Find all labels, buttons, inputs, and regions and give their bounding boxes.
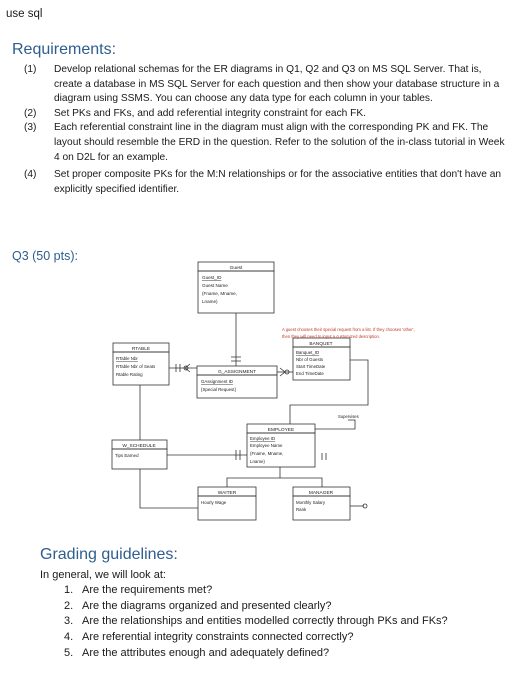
grading-number: 2. [64, 599, 74, 612]
requirement-text: Set PKs and FKs, and add referential integrity constraint for each FK. [54, 107, 367, 119]
grading-text: Are the diagrams organized and presented clearly? [82, 599, 332, 612]
requirement-text: Develop relational schemas for the ER diagrams in Q1, Q2 and Q3 on MS SQL Server. That is, create a database in MS SQL Server for each question and then show your database structure in a diagram using SSMS. You can choose any data type for each column in your tables. [54, 64, 500, 105]
grading-item [64, 646, 448, 662]
manager-attr: Rank [296, 507, 307, 512]
g-assignment-title: G_ASSIGNMENT [217, 370, 257, 375]
requirements-title: Requirements: [12, 41, 117, 58]
w-schedule-attr-box [112, 449, 167, 469]
employee-subtype-line [227, 467, 322, 487]
guest-title: Guest [229, 266, 243, 271]
grading-item [64, 614, 448, 630]
grading-number: 5. [64, 646, 74, 659]
supervises-label: Supervises [338, 414, 359, 419]
grading-number: 3. [64, 615, 74, 628]
grading-item [64, 630, 448, 646]
guest-attr: (Fname, Mname, [202, 291, 237, 296]
schedule-waiter-line [140, 469, 198, 508]
grading-title: Grading guidelines: [40, 546, 178, 563]
g-assignment-attr: GAssignment ID [201, 379, 233, 384]
guest-attr: Guest Name [202, 283, 228, 288]
grading-intro: In general, we will look at: [40, 569, 166, 581]
annotation-line: A guest chooses their special request from a list. If they chooses 'other', [282, 327, 415, 332]
grading-text: Are the attributes enough and adequately defined? [82, 646, 330, 659]
waiter-attr: Hourly Wage [201, 500, 227, 505]
grading-number: 4. [64, 631, 74, 644]
employee-attr: Employee ID [250, 436, 276, 441]
question-title: Q3 (50 pts): [12, 249, 78, 263]
banquet-attr: End TimeDate [296, 371, 324, 376]
w-schedule-title: W_SCHEDULE [122, 444, 156, 449]
g-assignment-attr: {Special Request} [201, 387, 236, 392]
requirement-text: Set proper composite PKs for the M:N relationships or for the associative entities that don't have an explicitly specified identifier. [54, 169, 502, 195]
banquet-attr: Start TimeDate [296, 364, 326, 369]
grading-text: Are the relationships and entities modelled correctly through PKs and FKs? [82, 615, 448, 628]
grading-text: Are the requirements met? [82, 584, 213, 596]
manager-title: MANAGER [308, 491, 334, 496]
w-schedule-attr: Tips Earned [115, 453, 139, 458]
banquet-title: BANQUET [309, 342, 333, 347]
one-marker [322, 453, 326, 460]
requirement-number: (1) [24, 64, 37, 75]
rtable-attr: RTable Nbr [116, 356, 138, 361]
requirement-text: Each referential constraint line in the diagram must align with the corresponding PK and FK. The layout should resemble the ERD in the question. Refer to the solution of the in-class tutorial in Week 4 on D2L for an example. [54, 122, 505, 163]
employee-attr: Employee Name [250, 443, 283, 448]
guest-attr: Guest_ID [202, 275, 222, 280]
grading-text: Are referential integrity constraints connected correctly? [82, 631, 354, 644]
employee-attr: (Fname, Mname, [250, 451, 284, 456]
grading-number: 1. [64, 584, 74, 596]
grading-list [64, 583, 448, 662]
banquet-attr: Banquet_ID [296, 350, 320, 355]
guest-attr: Lname) [202, 299, 218, 304]
requirement-number: (4) [24, 169, 37, 181]
grading-item [64, 599, 448, 615]
banquet-attr: Nbr of Guests [296, 357, 324, 362]
annotation-line: then they will need to input a customized description. [282, 334, 380, 339]
rtable-title: RTABLE [131, 347, 151, 352]
employee-attr: Lname) [250, 459, 265, 464]
supervises-line [315, 420, 355, 429]
rtable-attr: Rtable Rating [116, 372, 143, 377]
requirement-number: (3) [24, 122, 37, 134]
rtable-attr: RTable Nbr of Seats [116, 364, 156, 369]
employee-title: EMPLOYEE [267, 428, 295, 433]
header-text: use sql [6, 8, 43, 20]
grading-item [64, 583, 448, 599]
requirement-number: (2) [24, 107, 37, 119]
waiter-title: WAITER [217, 491, 237, 496]
manager-attr: Monthly Salary [296, 500, 326, 505]
